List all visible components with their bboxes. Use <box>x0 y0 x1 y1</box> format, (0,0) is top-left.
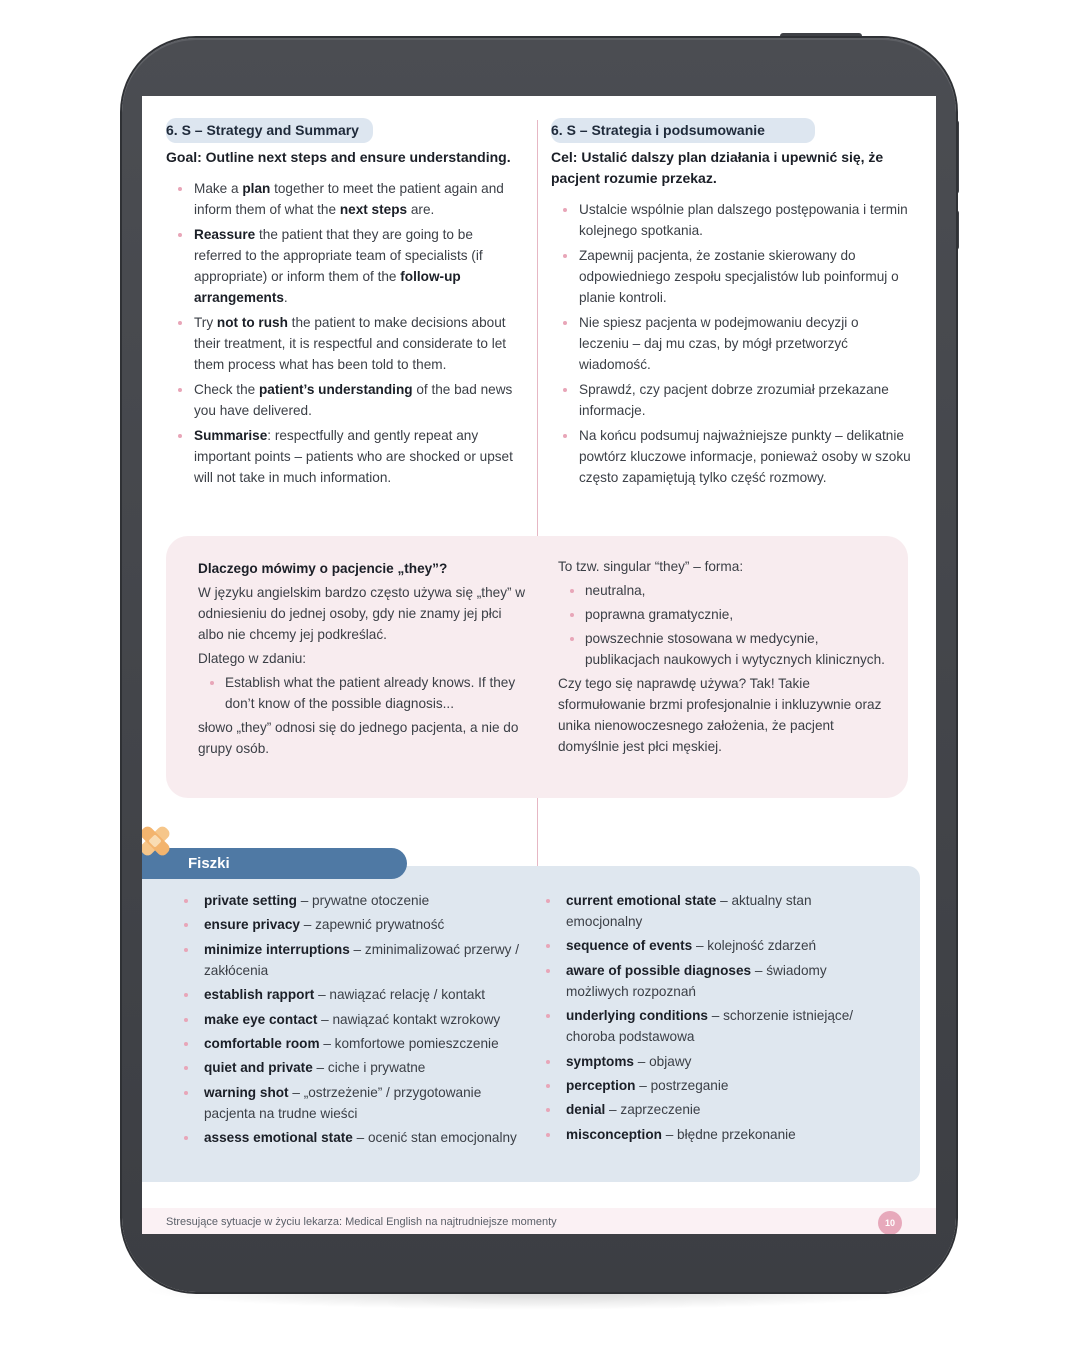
flashcard-item <box>184 1009 524 1030</box>
flashcard-item <box>546 1075 886 1096</box>
strategy-list-en <box>166 178 516 488</box>
flashcard-definition: – ciche i prywatne <box>312 1060 426 1076</box>
flashcard-definition: – błędne przekonanie <box>661 1126 796 1142</box>
flashcard-definition: – świadomy możliwych rozpoznań <box>566 962 827 999</box>
flashcard-definition: – nawiązać kontakt wzrokowy <box>317 1011 501 1027</box>
flashcard-item <box>184 914 524 935</box>
singular-they-list <box>558 580 888 670</box>
strategy-text: Check the <box>194 382 259 397</box>
flashcard-term: private setting <box>204 893 297 908</box>
strategy-item-en <box>178 425 516 488</box>
strategy-text: . <box>283 290 288 305</box>
flashcard-item <box>184 890 524 911</box>
flashcard-definition: – kolejność zdarzeń <box>692 938 817 954</box>
section-goal-pl: Cel: Ustalić dalszy plan działania i upewnić się, że pacjent rozumie przekaz. <box>551 149 884 186</box>
flashcard-term: sequence of events <box>566 938 693 954</box>
they-info-paragraph-3: słowo „they” odnosi się do jednego pacjenta, a nie do grupy osób. <box>198 720 519 756</box>
flashcard-item <box>184 1127 524 1148</box>
flashcard-term: warning shot <box>204 1084 289 1100</box>
flashcards-right-column <box>546 890 886 1148</box>
flashcard-definition: – aktualny stan emocjonalny <box>566 893 812 929</box>
flashcard-term: perception <box>566 1077 636 1093</box>
singular-they-item: neutralna, <box>570 580 888 601</box>
flashcard-definition: – objawy <box>634 1053 692 1069</box>
singular-they-intro: To tzw. singular “they” – forma: <box>558 559 744 574</box>
plaster-icon <box>142 822 174 860</box>
flashcard-definition: – nawiązać relację / kontakt <box>314 987 486 1003</box>
flashcard-term: current emotional state <box>566 893 717 908</box>
flashcard-definition: – „ostrzeżenie” / przygotowanie pacjenta na trudne wieści <box>204 1084 482 1121</box>
strategy-summary-section-pl <box>551 118 911 492</box>
flashcard-item <box>546 1099 886 1120</box>
strategy-text: together to meet the patient again and inform them of what the <box>194 181 504 217</box>
they-example-list <box>198 672 528 714</box>
flashcards-left-list <box>184 890 524 1148</box>
flashcard-definition: – zaprzeczenie <box>605 1102 701 1118</box>
strategy-item-pl: Zapewnij pacjenta, że zostanie skierowany do odpowiedniego zespołu specjalistów lub poinformuj o planie kontroli. <box>563 245 911 308</box>
they-info-paragraph-1: W języku angielskim bardzo często używa się „they” w odniesieniu do jednej osoby, gdy nie znamy jej płci albo nie chcemy jej podkreślać. <box>198 585 526 642</box>
strategy-keyword: Summarise <box>194 428 268 443</box>
flashcard-item <box>184 1057 524 1078</box>
section-title-pl: 6. S – Strategia i podsumowanie <box>551 118 815 143</box>
flashcard-item <box>546 1005 886 1047</box>
singular-they-item: poprawna gramatycznie, <box>570 604 888 625</box>
strategy-item-en <box>178 224 516 308</box>
strategy-item-pl: Ustalcie wspólnie plan dalszego postępowania i termin kolejnego spotkania. <box>563 199 911 241</box>
page-footer <box>142 1208 936 1234</box>
flashcard-definition: – ocenić stan emocjonalny <box>352 1130 517 1146</box>
flashcard-term: misconception <box>566 1126 662 1142</box>
strategy-summary-section-en <box>166 118 516 492</box>
singular-they-item: powszechnie stosowana w medycynie, publikacjach naukowych i wytycznych klinicznych. <box>570 628 888 670</box>
flashcard-definition: – zminimalizować przerwy / zakłócenia <box>204 941 519 978</box>
strategy-item-en <box>178 178 516 220</box>
strategy-item-pl: Na końcu podsumuj najważniejsze punkty – delikatnie powtórz kluczowe informacje, ponieważ osoby w szoku często zapamiętują tylko część rozmowy. <box>563 425 911 488</box>
they-example-item: Establish what the patient already knows. If they don’t know of the possible diagnosis... <box>210 672 528 714</box>
strategy-keyword: not to rush <box>216 315 288 330</box>
flashcard-item <box>546 935 886 956</box>
strategy-keyword: plan <box>242 181 271 196</box>
flashcard-term: assess emotional state <box>204 1130 353 1146</box>
flashcard-item <box>184 1033 524 1054</box>
flashcard-definition: – schorzenie istniejące/ choroba podstawowa <box>566 1008 854 1045</box>
strategy-item-en <box>178 379 516 421</box>
flashcard-item <box>546 890 886 932</box>
tablet-screen <box>142 96 936 1234</box>
flashcards-right-list <box>546 890 886 1145</box>
flashcard-term: denial <box>566 1102 606 1118</box>
flashcards-header: Fiszki <box>142 848 407 879</box>
flashcard-term: establish rapport <box>204 987 315 1003</box>
flashcard-term: make eye contact <box>204 1011 318 1027</box>
they-info-box <box>166 536 908 798</box>
page-number-badge: 10 <box>878 1211 902 1234</box>
strategy-keyword: next steps <box>339 202 408 217</box>
strategy-keyword: patient’s understanding <box>258 382 413 397</box>
flashcard-definition: – komfortowe pomieszczenie <box>319 1035 499 1051</box>
they-info-title: Dlaczego mówimy o pacjencie „they”? <box>198 561 448 576</box>
strategy-text: : respectfully and gently repeat any important points – patients who are shocked or upset will not take in much information. <box>194 428 513 485</box>
strategy-item-en <box>178 312 516 375</box>
strategy-keyword: follow-up arrangements <box>194 269 461 305</box>
flashcard-term: comfortable room <box>204 1035 320 1051</box>
flashcard-term: underlying conditions <box>566 1008 708 1024</box>
flashcard-term: ensure privacy <box>204 917 300 933</box>
strategy-item-pl: Nie spiesz pacjenta w podejmowaniu decyzji o leczeniu – daj mu czas, by mógł przetworzyć wiadomość. <box>563 312 911 375</box>
singular-they-outro: Czy tego się naprawdę używa? Tak! Takie sformułowanie brzmi profesjonalnie i inkluzywnie oraz unika nienowoczesnego założenia, że pacjent domyślnie jest płci męskiej. <box>558 676 882 754</box>
strategy-text: Try <box>194 315 217 330</box>
strategy-text: the patient to make decisions about their treatment, it is respectful and considerate to let them process what has been told to them. <box>194 315 507 372</box>
they-info-left <box>198 558 528 762</box>
flashcard-definition: – prywatne otoczenie <box>296 893 430 908</box>
flashcard-term: symptoms <box>566 1053 634 1069</box>
section-title-en: 6. S – Strategy and Summary <box>166 118 373 143</box>
strategy-text: the patient that they are going to be referred to the appropriate team of specialists (if appropriate) or inform them of the <box>194 227 483 284</box>
strategy-text: Make a <box>194 181 243 196</box>
flashcards-box <box>142 866 920 1182</box>
flashcard-item <box>546 1124 886 1145</box>
strategy-item-pl: Sprawdź, czy pacjent dobrze zrozumiał przekazane informacje. <box>563 379 911 421</box>
flashcard-item <box>546 960 886 1002</box>
footer-title: Stresujące sytuacje w życiu lekarza: Medical English na najtrudniejsze momenty <box>166 1216 557 1228</box>
they-info-right <box>558 556 888 760</box>
flashcard-term: aware of possible diagnoses <box>566 962 752 978</box>
flashcard-term: minimize interruptions <box>204 941 350 957</box>
flashcard-definition: – zapewnić prywatność <box>299 917 445 933</box>
flashcard-item <box>184 939 524 981</box>
flashcard-item <box>546 1051 886 1072</box>
flashcard-definition: – postrzeganie <box>635 1077 729 1093</box>
strategy-text: are. <box>407 202 435 217</box>
flashcard-item <box>184 1082 524 1124</box>
they-info-paragraph-2: Dlatego w zdaniu: <box>198 651 307 666</box>
section-goal-en: Goal: Outline next steps and ensure understanding. <box>166 149 511 165</box>
flashcards-left-column <box>184 890 524 1152</box>
strategy-text: of the bad news you have delivered. <box>194 382 513 418</box>
flashcard-item <box>184 984 524 1005</box>
flashcard-term: quiet and private <box>204 1060 313 1076</box>
strategy-keyword: Reassure <box>194 227 256 242</box>
strategy-list-pl <box>551 199 911 488</box>
